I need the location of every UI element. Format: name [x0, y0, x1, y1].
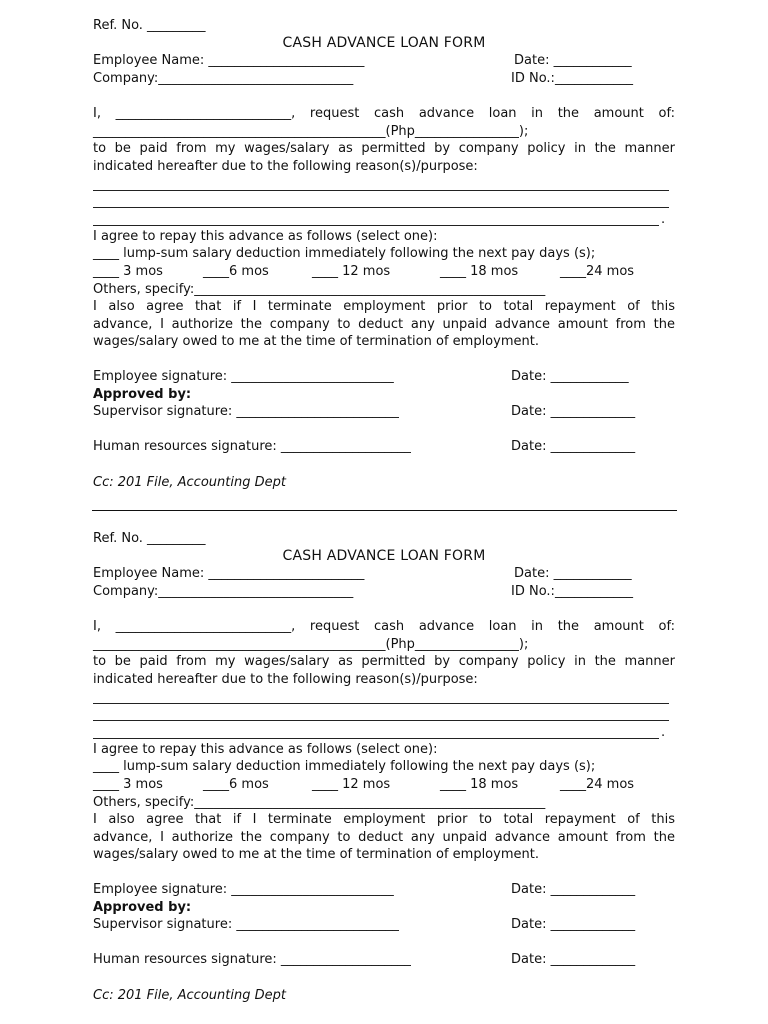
lump-sum-option[interactable]: ____ lump-sum salary deduction immediately following the next pay days (s); — [93, 246, 596, 261]
employee-signature-field[interactable]: Employee signature: _________________________ — [93, 369, 394, 384]
amount-line[interactable]: _____________________________________________(Php________________); — [93, 637, 529, 652]
terminate-line-1: I also agree that if I terminate employment prior to total repayment of this — [93, 812, 675, 827]
supervisor-signature-field[interactable]: Supervisor signature: _________________________ — [93, 404, 399, 419]
repay-intro: I agree to repay this advance as follows (select one): — [93, 742, 438, 757]
reason-blank-3[interactable] — [93, 225, 659, 226]
reason-blank-2[interactable] — [93, 720, 669, 721]
approved-by-label: Approved by: — [93, 900, 192, 915]
option-24-mos[interactable]: ____24 mos — [560, 264, 635, 279]
option-12-mos[interactable]: ____ 12 mos — [312, 264, 391, 279]
reason-blank-2[interactable] — [93, 207, 669, 208]
paid-line-2: indicated hereafter due to the following reason(s)/purpose: — [93, 672, 478, 687]
cc-note: Cc: 201 File, Accounting Dept — [93, 988, 286, 1003]
reason-end: . — [661, 212, 666, 227]
paid-line-1: to be paid from my wages/salary as permitted by company policy in the manner — [93, 654, 675, 669]
id-no-field[interactable]: ID No.:____________ — [511, 71, 633, 86]
option-6-mos[interactable]: ____6 mos — [203, 264, 269, 279]
hr-date[interactable]: Date: _____________ — [511, 952, 636, 967]
terminate-line-2: advance, I authorize the company to deduct any unpaid advance amount from the — [93, 830, 675, 845]
employee-name-field[interactable]: Employee Name: ________________________ — [93, 566, 365, 581]
reason-end: . — [661, 725, 666, 740]
request-line[interactable]: I, ___________________________, request cash advance loan in the amount of: — [93, 106, 675, 121]
cut-line-divider — [92, 510, 677, 511]
terminate-line-3: wages/salary owed to me at the time of termination of employment. — [93, 847, 539, 862]
supervisor-date[interactable]: Date: _____________ — [511, 917, 636, 932]
hr-date[interactable]: Date: _____________ — [511, 439, 636, 454]
id-no-field[interactable]: ID No.:____________ — [511, 584, 633, 599]
company-field[interactable]: Company:______________________________ — [93, 71, 354, 86]
reason-blank-1[interactable] — [93, 703, 669, 704]
loan-form-1 — [0, 0, 768, 500]
approved-by-label: Approved by: — [93, 387, 192, 402]
option-12-mos[interactable]: ____ 12 mos — [312, 777, 391, 792]
others-specify[interactable]: Others, specify:______________________________________________________ — [93, 282, 546, 297]
terminate-line-2: advance, I authorize the company to deduct any unpaid advance amount from the — [93, 317, 675, 332]
option-18-mos[interactable]: ____ 18 mos — [440, 264, 519, 279]
terminate-line-3: wages/salary owed to me at the time of termination of employment. — [93, 334, 539, 349]
employee-name-field[interactable]: Employee Name: ________________________ — [93, 53, 365, 68]
hr-signature-field[interactable]: Human resources signature: ____________________ — [93, 952, 411, 967]
supervisor-date[interactable]: Date: _____________ — [511, 404, 636, 419]
form-title: CASH ADVANCE LOAN FORM — [282, 35, 486, 51]
paid-line-1: to be paid from my wages/salary as permitted by company policy in the manner — [93, 141, 675, 156]
hr-signature-field[interactable]: Human resources signature: ____________________ — [93, 439, 411, 454]
employee-signature-date[interactable]: Date: _____________ — [511, 882, 636, 897]
lump-sum-option[interactable]: ____ lump-sum salary deduction immediately following the next pay days (s); — [93, 759, 596, 774]
others-specify[interactable]: Others, specify:______________________________________________________ — [93, 795, 546, 810]
supervisor-signature-field[interactable]: Supervisor signature: _________________________ — [93, 917, 399, 932]
cc-note: Cc: 201 File, Accounting Dept — [93, 475, 286, 490]
paid-line-2: indicated hereafter due to the following reason(s)/purpose: — [93, 159, 478, 174]
repay-intro: I agree to repay this advance as follows (select one): — [93, 229, 438, 244]
reason-blank-3[interactable] — [93, 738, 659, 739]
option-3-mos[interactable]: ____ 3 mos — [93, 264, 163, 279]
ref-no: Ref. No. _________ — [93, 18, 206, 33]
amount-line[interactable]: _____________________________________________(Php________________); — [93, 124, 529, 139]
employee-signature-field[interactable]: Employee signature: _________________________ — [93, 882, 394, 897]
date-field[interactable]: Date: ____________ — [514, 53, 632, 68]
option-6-mos[interactable]: ____6 mos — [203, 777, 269, 792]
request-line[interactable]: I, ___________________________, request cash advance loan in the amount of: — [93, 619, 675, 634]
option-18-mos[interactable]: ____ 18 mos — [440, 777, 519, 792]
employee-signature-date[interactable]: Date: ____________ — [511, 369, 629, 384]
date-field[interactable]: Date: ____________ — [514, 566, 632, 581]
ref-no: Ref. No. _________ — [93, 531, 206, 546]
option-24-mos[interactable]: ____24 mos — [560, 777, 635, 792]
terminate-line-1: I also agree that if I terminate employment prior to total repayment of this — [93, 299, 675, 314]
company-field[interactable]: Company:______________________________ — [93, 584, 354, 599]
form-title: CASH ADVANCE LOAN FORM — [282, 548, 486, 564]
loan-form-2 — [0, 513, 768, 1013]
reason-blank-1[interactable] — [93, 190, 669, 191]
option-3-mos[interactable]: ____ 3 mos — [93, 777, 163, 792]
